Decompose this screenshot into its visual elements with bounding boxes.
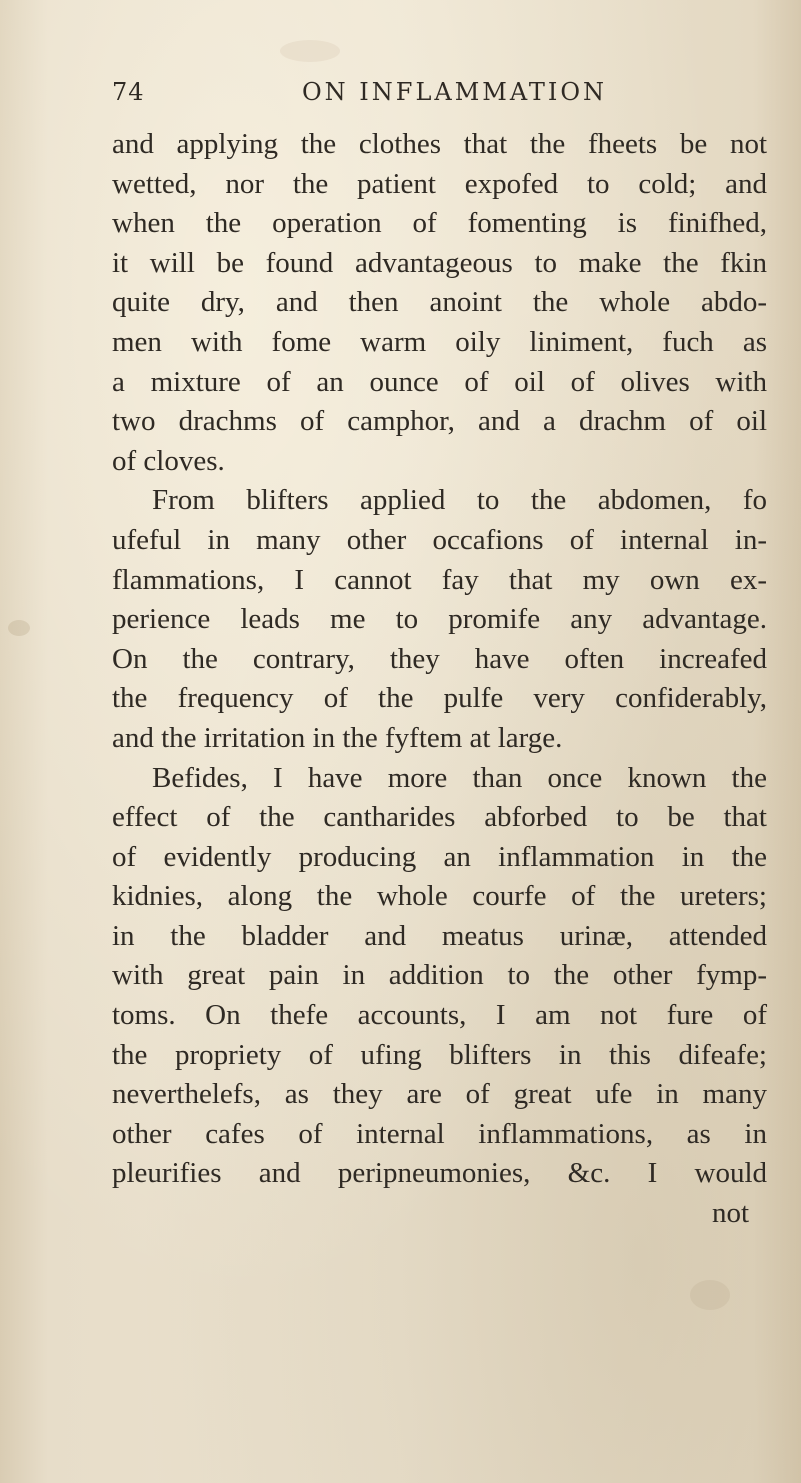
- text-line: when the operation of fomenting is finifhed,: [112, 207, 767, 240]
- text-line: with great pain in addition to the other fymp-: [112, 959, 767, 992]
- text-line: and applying the clothes that the fheets be not: [112, 128, 767, 160]
- page-number: 74: [112, 78, 145, 106]
- text-line: wetted, nor the patient expofed to cold; and: [112, 167, 767, 200]
- paper-stain: [280, 40, 340, 62]
- text-line: of cloves.: [112, 444, 225, 477]
- paper-stain: [8, 620, 30, 636]
- text-line: perience leads me to promife any advantage.: [112, 603, 767, 636]
- paragraph-first-line: From blifters applied to the abdomen, fo: [152, 484, 767, 517]
- text-line: other cafes of internal inflammations, as in: [112, 1117, 767, 1150]
- text-line: in the bladder and meatus urinæ, attended: [112, 919, 767, 952]
- text-line: neverthelefs, as they are of great ufe in many: [112, 1078, 767, 1111]
- paper-stain: [690, 1280, 730, 1310]
- text-line: quite dry, and then anoint the whole abdo-: [112, 286, 767, 319]
- paragraph-first-line: Befides, I have more than once known the: [152, 761, 767, 794]
- text-line: it will be found advantageous to make the fkin: [112, 246, 767, 279]
- body-text: [112, 125, 767, 1234]
- text-line: ufeful in many other occafions of internal in-: [112, 523, 767, 556]
- text-line: flammations, I cannot fay that my own ex-: [112, 563, 767, 596]
- text-line: men with fome warm oily liniment, fuch as: [112, 325, 767, 358]
- catchword: not: [711, 1197, 749, 1230]
- text-line: two drachms of camphor, and a drachm of oil: [112, 405, 767, 438]
- page-header: [112, 78, 752, 118]
- text-line: toms. On thefe accounts, I am not fure of: [112, 999, 767, 1032]
- text-line: On the contrary, they have often increafed: [112, 642, 767, 675]
- text-line: effect of the cantharides abforbed to be that: [112, 801, 767, 834]
- text-line: of evidently producing an inflammation in the: [112, 840, 767, 873]
- text-line: a mixture of an ounce of oil of olives with: [112, 365, 767, 398]
- text-line: the frequency of the pulfe very confiderably,: [112, 682, 767, 715]
- text-line: and the irritation in the fyftem at large.: [112, 721, 563, 754]
- text-line: the propriety of ufing blifters in this difeafe;: [112, 1038, 767, 1071]
- text-line: kidnies, along the whole courfe of the ureters;: [112, 880, 767, 913]
- running-head: ON INFLAMMATION: [302, 78, 608, 106]
- text-line: pleurifies and peripneumonies, &c. I would: [112, 1157, 767, 1190]
